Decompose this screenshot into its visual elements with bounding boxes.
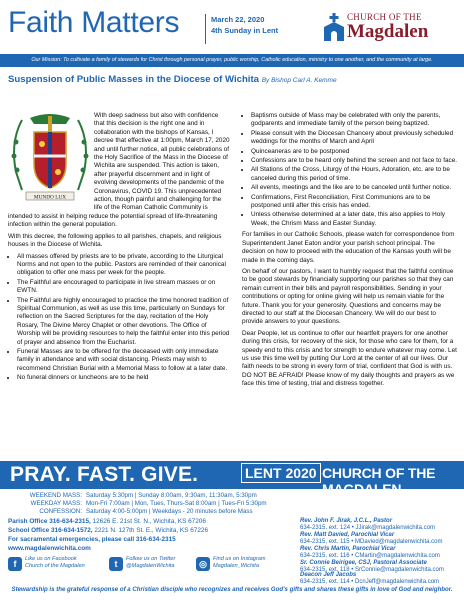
stewardship-footer: Stewardship is the grateful response of a Christian disciple who recognizes and receives God's gifts and shares these gifts in love of God and neighbor. [11,586,453,593]
article-byline: By Bishop Carl A. Kemme [261,77,337,84]
article-paragraph: Dear People, let us continue to offer our heartfelt prayers for one another during this crisis, for recovery of the sick, for those who care for them, for a speedy end to this crisis and for strength to endure whatever may come. Let us use this time well by putting Our Lord at the center of all our lives. Our faith needs to be strong in every form of trial, confident that God is with us. DO NOT BE AFRAID! Please know of my daily thoughts and prayers as we face this time of testing, trial and distress together. [242,329,457,388]
bishop-crest [8,112,94,210]
list-item: • Confessions are to be heard only behind the screen and not face to face. [251,157,458,165]
list-item: • The Faithful are encouraged to participate in live stream masses or on EWTN. [17,279,230,296]
article-paragraph: With deep sadness but also with confidence that this decision is the right one and in collaboration with the bishops of Kansas, I decree that effective at 1:00pm, March 17, 2020 and until further notice, all public celebrations of the Holy Sacrifice of the Mass in the Diocese of Wichita are suspended. This action is taken, after prayerful discernment and in light of evolving developments of the pandemic of the Coronavirus, COVID 19. This unprecedented action, though painful and challenging for the life of the Roman Catholic Community is intended to assist in helping reduce the potential spread of life-threatening infection within the general population. [8,112,230,229]
mass-times: Mon-Fri 7:00am | Mon, Tues, Thurs-Sat 8:00am | Tues-Fri 5:30pm [86,500,267,507]
mass-label: CONFESSION: [39,508,82,515]
twitter-icon[interactable]: t [109,557,123,571]
instagram-link[interactable] [213,556,266,570]
newsletter-title: Faith Matters [8,6,180,39]
list-item: • All Stations of the Cross, Liturgy of the Hours, Adoration, etc. are to be canceled during this period of time. [251,166,458,183]
facebook-link[interactable] [25,556,85,570]
parish-office-line [8,518,206,525]
staff-name: Deacon Jeff Jacobs [300,572,357,578]
staff-entry [300,546,440,560]
church-logo-icon [323,13,345,41]
website-link[interactable]: www.magdalenwichita.com [8,545,91,552]
article-column-right [242,112,458,392]
school-office-address: 2221 N. 127th St. E., Wichita, KS 67226 [94,527,209,534]
article-paragraph: For families in our Catholic Schools, please watch for correspondence from Superintendent Janet Eaton and/or your parish school principal. The decision on how to proceed with the education of the Kansas youth will be made in the coming days. [242,231,455,264]
list-item: • All events, meetings and the like are to be canceled until further notice. [251,184,458,192]
staff-entry [300,572,439,586]
staff-contact: 634-2315, ext. 118 • SrConnie@magdalenwichita.com [300,567,444,574]
instagram-icon[interactable]: ◎ [196,557,210,571]
logo-magdalen: Magdalen [347,21,429,42]
banner-slogan: PRAY. FAST. GIVE. [10,463,199,486]
banner-lent-badge: LENT 2020 [241,463,321,483]
article-headline [8,74,337,85]
list-item: • Quinceaneras are to be postponed [251,148,458,156]
list-item: • Funeral Masses are to be offered for the deceased with only immediate family in attendance and with social distancing. Priests may wish to recommend Christian Burial with a Memorial Mass to follow at a later date. [17,348,230,373]
header-divider [205,14,206,44]
list-item: • No funeral dinners or luncheons are to be held [17,374,230,382]
staff-name: Rev. Chris Martin, Parochial Vicar [300,546,396,552]
list-item: • Unless otherwise determined at a later date, this also applies to Holy Week, the Chrism Mass and Easter Sunday. [251,211,458,228]
banner-church-name: CHURCH OF THE MAGDALEN [322,465,436,497]
emergency-line: For sacramental emergencies, please call 316-634-2315 [8,536,176,543]
staff-name: Rev. John F. Jirak, J.C.L., Pastor [300,518,393,524]
issue-date: March 22, 2020 [211,15,265,24]
staff-contact: 634-2315, ext. 124 • JJirak@magdalenwichita.com [300,525,435,532]
parish-office-label: Parish Office 316-634-2315, [8,518,91,525]
mass-label: WEEKEND MASS: [29,492,82,499]
social-handle: Magdalen_Wichita [213,563,259,569]
directive-list-left [8,253,230,383]
list-item: • The Faithful are highly encouraged to practice the time honored tradition of Spiritual Communion, as well as use this time, particularly on Sundays for reflection on the Sacred Scriptures for the day, recitation of the Holy Rosary, The Divine Mercy Chaplet or other devotions. The Office of Worship will be providing resources to help the faithful enter into this period of prayer and absence from the Eucharist. [17,297,230,347]
mass-label: WEEKDAY MASS: [30,500,82,507]
social-caption: Find us on Instagram [213,556,266,562]
school-office-label: School Office 316-634-1572, [8,527,93,534]
headline-text: Suspension of Public Masses in the Diocese of Wichita [8,74,260,85]
social-caption: Like us on Facebook [25,556,77,562]
social-caption: Follow us on Twitter [126,556,176,562]
directive-list-right [242,112,458,228]
coat-of-arms-icon [8,112,92,208]
article-paragraph: With this decree, the following applies to all parishes, chapels, and religious houses in the Diocese of Wichita. [8,232,222,249]
facebook-icon[interactable]: f [8,557,22,571]
staff-contact: 634-2315, ext. 114 • DcnJeff@magdalenwichita.com [300,579,440,586]
social-handle: Church of the Magdalen [25,563,85,569]
mass-times: Saturday 5:30pm | Sunday 8:00am, 9:30am, 11:30am, 5:30pm [86,492,257,499]
staff-contact: 634-2315, ext. 116 • CMartin@magdalenwichita.com [300,553,440,560]
crest-motto: MUNDO LUX [33,194,67,201]
parish-office-address: 12626 E. 21st St. N., Wichita, KS 67206 [92,518,206,525]
logo-church-of: CHURCH OF THE [347,12,422,22]
list-item: • All masses offered by priests are to be private, according to the Liturgical Norms and not open to the public. Pastors are reminded of their canonical obligation to offer one mass per week for the people. [17,253,230,278]
social-handle: @MagdalenWichita [126,563,175,569]
staff-entry [300,532,443,546]
article-paragraph: On behalf of our pastors, I want to humbly request that the faithful continue to be good stewards by financially supporting our parishes so that they can remain current in their bills and payroll responsibilities. Sending in your contributions or opting for online giving will help us remain viable for the future. Thank you for your generosity. Questions and concerns may be directed to our staff at the Diocesan Chancery. We will do our best to provide answers to your questions. [242,267,454,326]
staff-name: Sr. Connie Beirigee, CSJ, Pastoral Associate [300,560,427,566]
article-column-left [8,112,230,386]
staff-name: Rev. Matt Davied, Parochial Vicar [300,532,395,538]
liturgical-week: 4th Sunday in Lent [211,26,279,35]
list-item: • Confirmations, First Reconciliation, First Communions are to be postponed until after this crisis has ended. [251,194,458,211]
mission-bar: Our Mission: To cultivate a family of stewards for Christ through personal prayer, public worship, Catholic education, ministry to one another, and the community at large. [0,54,464,67]
twitter-link[interactable] [126,556,175,570]
list-item: • Please consult with the Diocesan Chancery about previously scheduled weddings for the months of March and April [251,130,458,147]
school-office-line [8,527,208,534]
list-item: • Baptisms outside of Mass may be celebrated with only the parents, godparents and immediate family of the person being baptized. [251,112,458,129]
staff-entry [300,518,435,532]
mass-times: Saturday 4:00-5:00pm | Weekdays - 20 minutes before Mass [86,508,253,515]
staff-contact: 634-2315, ext. 115 • MDavied@magdalenwichita.com [300,539,443,546]
